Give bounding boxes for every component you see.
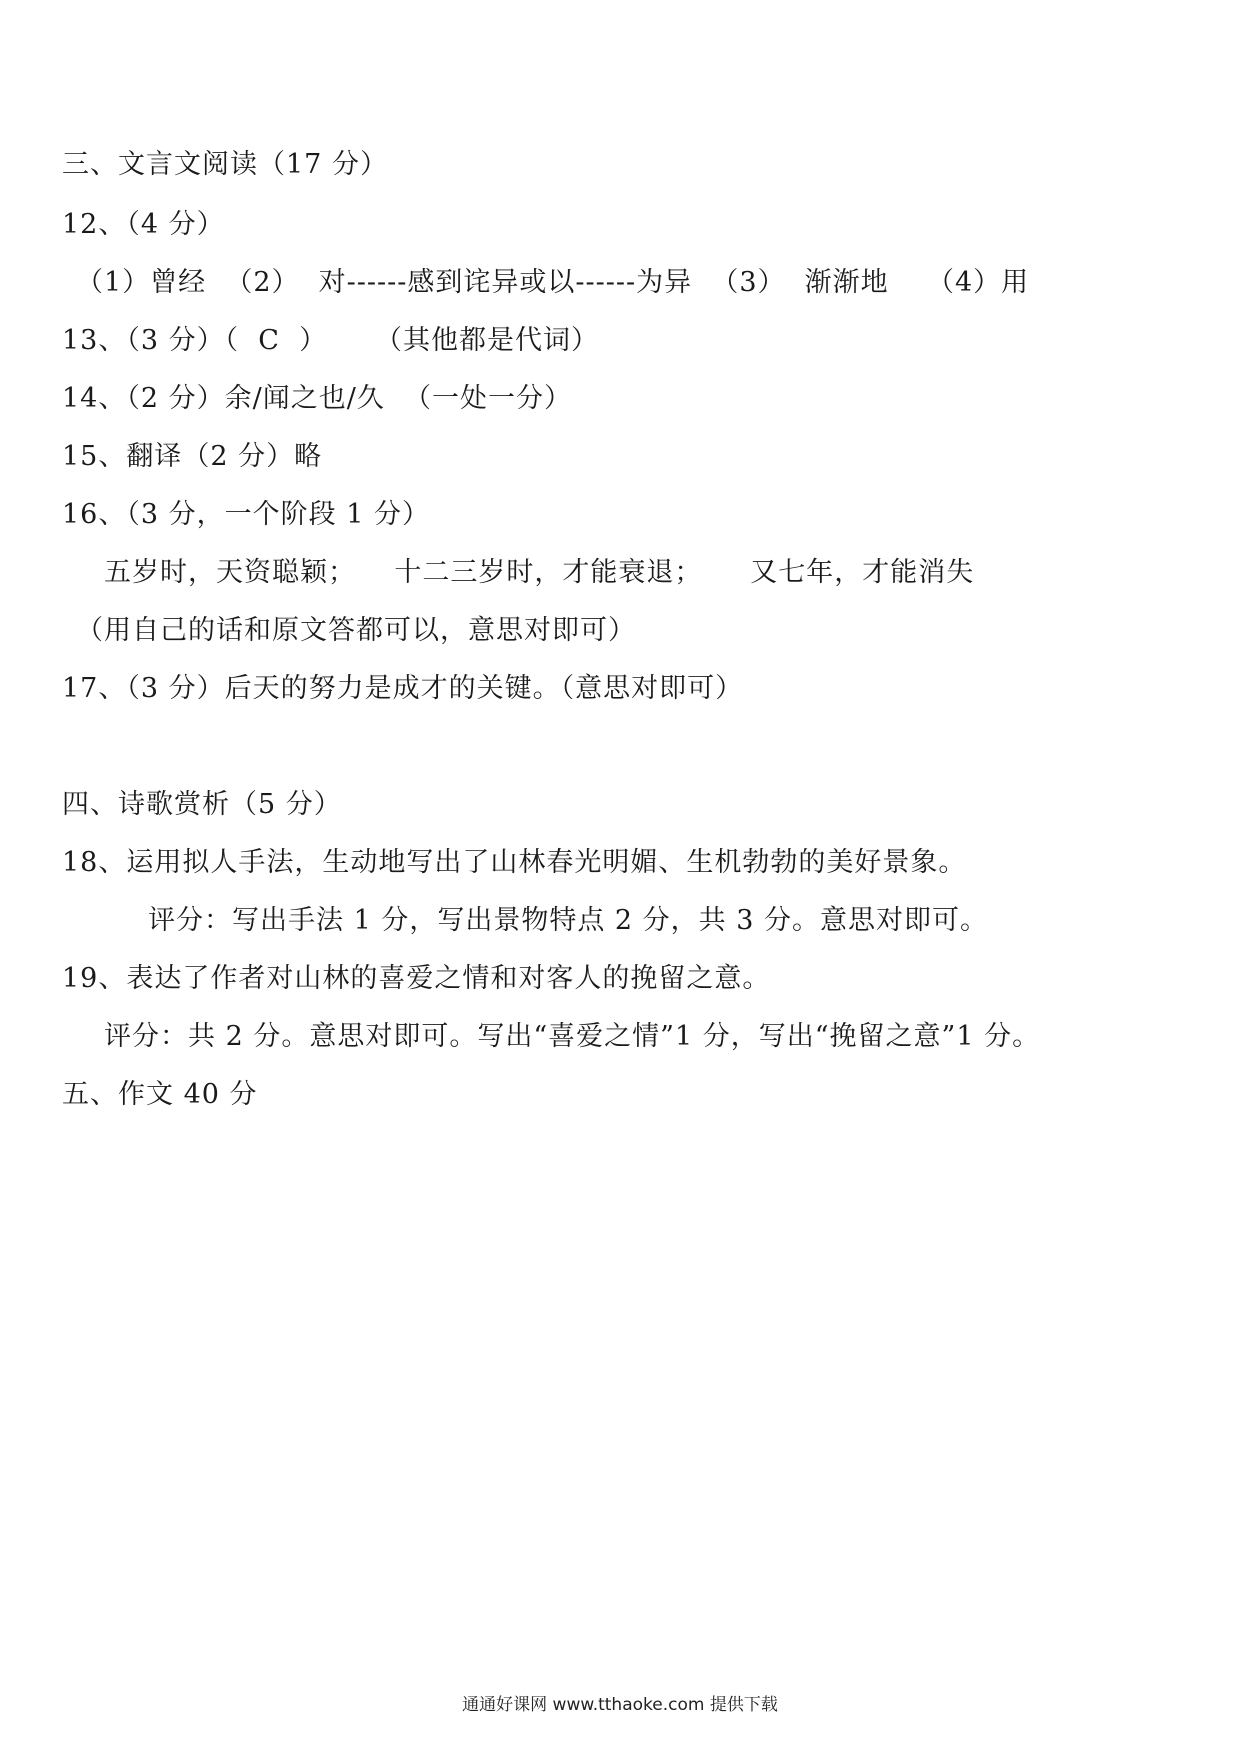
question-16-note: （用自己的话和原文答都可以，意思对即可） xyxy=(76,615,636,646)
section-5-heading: 五、作文 40 分 xyxy=(62,1079,258,1110)
question-19-scoring: 评分：共 2 分。意思对即可。写出“喜爱之情”1 分，写出“挽留之意”1 分。 xyxy=(104,1021,1041,1052)
question-13-answer: 13、（3 分）（ C ） （其他都是代词） xyxy=(62,325,600,356)
question-12-title: 12、（4 分） xyxy=(62,209,225,240)
question-19-answer: 19、表达了作者对山林的喜爱之情和对客人的挽留之意。 xyxy=(62,963,771,994)
section-4-heading: 四、诗歌赏析（5 分） xyxy=(62,789,342,820)
question-16-answer: 五岁时，天资聪颖； 十二三岁时，才能衰退； 又七年，才能消失 xyxy=(104,557,975,588)
download-footer: 通通好课网 www.tthaoke.com 提供下载 xyxy=(462,1695,778,1715)
question-18-scoring: 评分：写出手法 1 分，写出景物特点 2 分，共 3 分。意思对即可。 xyxy=(148,905,989,936)
question-12-answer: （1）曾经 （2） 对------感到诧异或以------为异 （3） 渐渐地 （4）用 xyxy=(76,267,1030,298)
question-17-answer: 17、（3 分）后天的努力是成才的关键。（意思对即可） xyxy=(62,673,744,704)
question-16-title: 16、（3 分，一个阶段 1 分） xyxy=(62,499,430,530)
section-3-heading: 三、文言文阅读（17 分） xyxy=(62,149,388,180)
question-14-answer: 14、（2 分）余/闻之也/久 （一处一分） xyxy=(62,383,572,414)
question-18-answer: 18、运用拟人手法，生动地写出了山林春光明媚、生机勃勃的美好景象。 xyxy=(62,847,967,878)
question-15-answer: 15、翻译（2 分）略 xyxy=(62,441,323,472)
